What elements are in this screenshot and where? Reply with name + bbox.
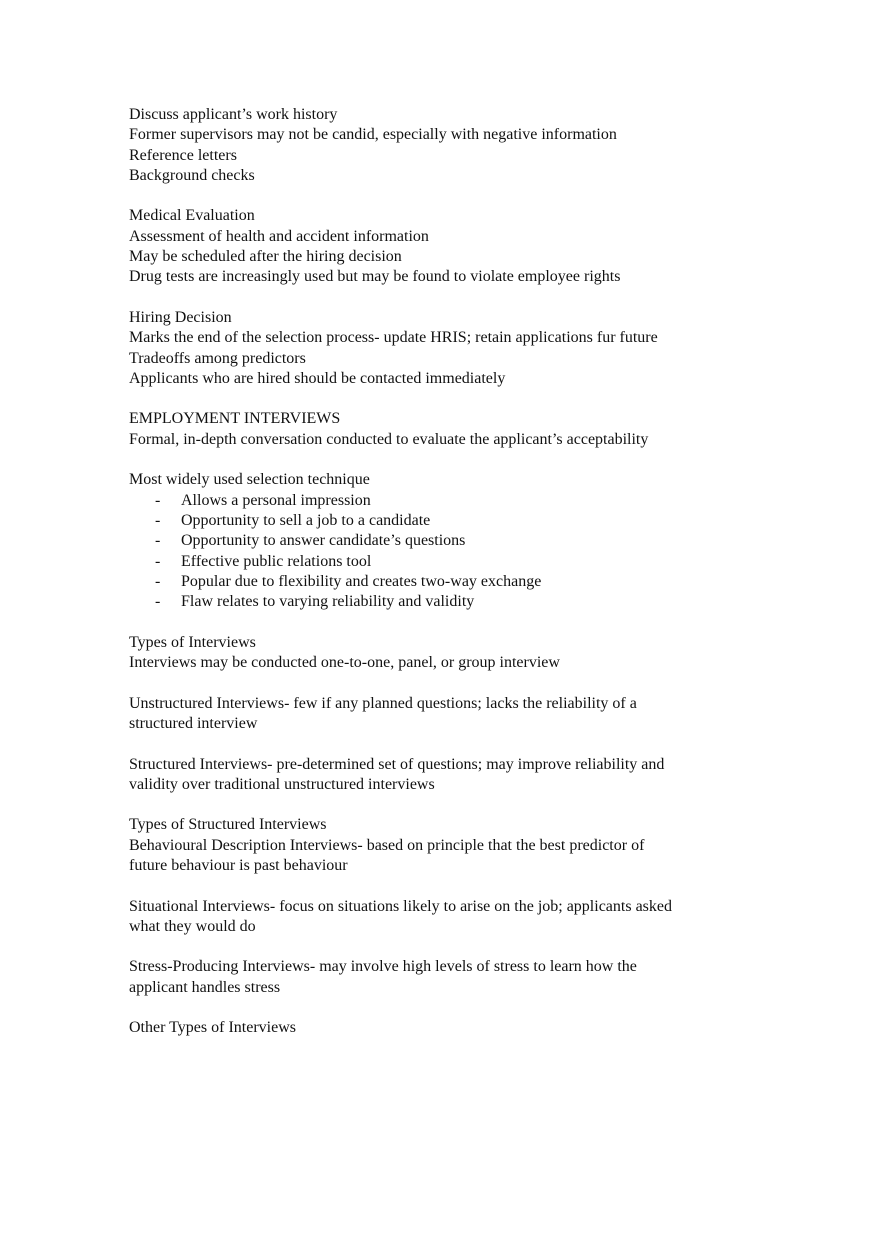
stress-line-2: applicant handles stress: [129, 978, 281, 996]
situational-line-2: what they would do: [129, 917, 256, 935]
spacer: [129, 795, 769, 815]
list-item-text: Opportunity to answer candidate’s questions: [181, 532, 466, 550]
hiring-line-1: Marks the end of the selection process- update HRIS; retain applications fur future: [129, 329, 658, 347]
dash-bullet: -: [155, 511, 161, 529]
spacer: [129, 612, 769, 632]
list-item-text: Popular due to flexibility and creates two-way exchange: [181, 572, 542, 590]
former-supervisors-line: Former supervisors may not be candid, especially with negative information: [129, 126, 617, 144]
list-item: [129, 511, 769, 531]
hiring-line-3: Applicants who are hired should be contacted immediately: [129, 369, 506, 387]
unstructured-line-1: Unstructured Interviews- few if any planned questions; lacks the reliability of a: [129, 694, 637, 712]
list-item: [129, 572, 769, 592]
unstructured-block: [129, 694, 769, 735]
hiring-decision-heading: Hiring Decision: [129, 308, 232, 326]
structured-block: [129, 755, 769, 796]
medical-line-2: May be scheduled after the hiring decision: [129, 248, 402, 266]
types-structured-block: [129, 815, 769, 876]
dash-bullet: -: [155, 532, 161, 550]
spacer: [129, 186, 769, 206]
dash-bullet: -: [155, 572, 161, 590]
reference-letters-line: Reference letters: [129, 146, 237, 164]
medical-line-1: Assessment of health and accident information: [129, 227, 429, 245]
spacer: [129, 288, 769, 308]
dash-bullet: -: [155, 593, 161, 611]
types-line-1: Interviews may be conducted one-to-one, panel, or group interview: [129, 654, 560, 672]
list-item: [129, 491, 769, 511]
stress-block: [129, 957, 769, 998]
spacer: [129, 876, 769, 896]
employment-interviews-block: [129, 409, 769, 450]
structured-line-2: validity over traditional unstructured interviews: [129, 775, 435, 793]
spacer: [129, 673, 769, 693]
list-item-text: Effective public relations tool: [181, 552, 372, 570]
list-item: [129, 531, 769, 551]
types-of-interviews-block: [129, 633, 769, 674]
work-history-line: Discuss applicant’s work history: [129, 106, 338, 123]
hiring-line-2: Tradeoffs among predictors: [129, 349, 306, 367]
widely-used-list: [129, 491, 769, 613]
types-of-interviews-heading: Types of Interviews: [129, 633, 256, 651]
list-item: [129, 592, 769, 612]
document-page: [129, 105, 769, 1039]
situational-line-1: Situational Interviews- focus on situations likely to arise on the job; applicants asked: [129, 897, 672, 915]
employment-line-1: Formal, in-depth conversation conducted to evaluate the applicant’s acceptability: [129, 430, 649, 448]
other-types-heading: Other Types of Interviews: [129, 1019, 296, 1037]
structured-line-1: Structured Interviews- pre-determined set of questions; may improve reliability and: [129, 755, 665, 773]
medical-evaluation-block: [129, 206, 769, 287]
list-item-text: Allows a personal impression: [181, 491, 371, 509]
spacer: [129, 937, 769, 957]
spacer: [129, 998, 769, 1018]
dash-bullet: -: [155, 552, 161, 570]
list-item-text: Opportunity to sell a job to a candidate: [181, 511, 431, 529]
widely-used-heading: Most widely used selection technique: [129, 471, 370, 489]
spacer: [129, 450, 769, 470]
work-history-block: [129, 105, 769, 186]
dash-bullet: -: [155, 491, 161, 509]
medical-line-3: Drug tests are increasingly used but may be found to violate employee rights: [129, 268, 621, 286]
background-checks-line: Background checks: [129, 166, 255, 184]
spacer: [129, 389, 769, 409]
hiring-decision-block: [129, 308, 769, 389]
list-item-text: Flaw relates to varying reliability and validity: [181, 593, 475, 611]
list-item: [129, 552, 769, 572]
behavioural-line-1: Behavioural Description Interviews- based on principle that the best predictor of: [129, 836, 645, 854]
situational-block: [129, 897, 769, 938]
other-types-block: [129, 1018, 769, 1038]
behavioural-line-2: future behaviour is past behaviour: [129, 856, 348, 874]
employment-interviews-heading: EMPLOYMENT INTERVIEWS: [129, 410, 341, 428]
spacer: [129, 734, 769, 754]
unstructured-line-2: structured interview: [129, 714, 258, 732]
medical-evaluation-heading: Medical Evaluation: [129, 207, 255, 225]
types-structured-heading: Types of Structured Interviews: [129, 816, 327, 834]
widely-used-block: [129, 470, 769, 612]
stress-line-1: Stress-Producing Interviews- may involve high levels of stress to learn how the: [129, 958, 637, 976]
